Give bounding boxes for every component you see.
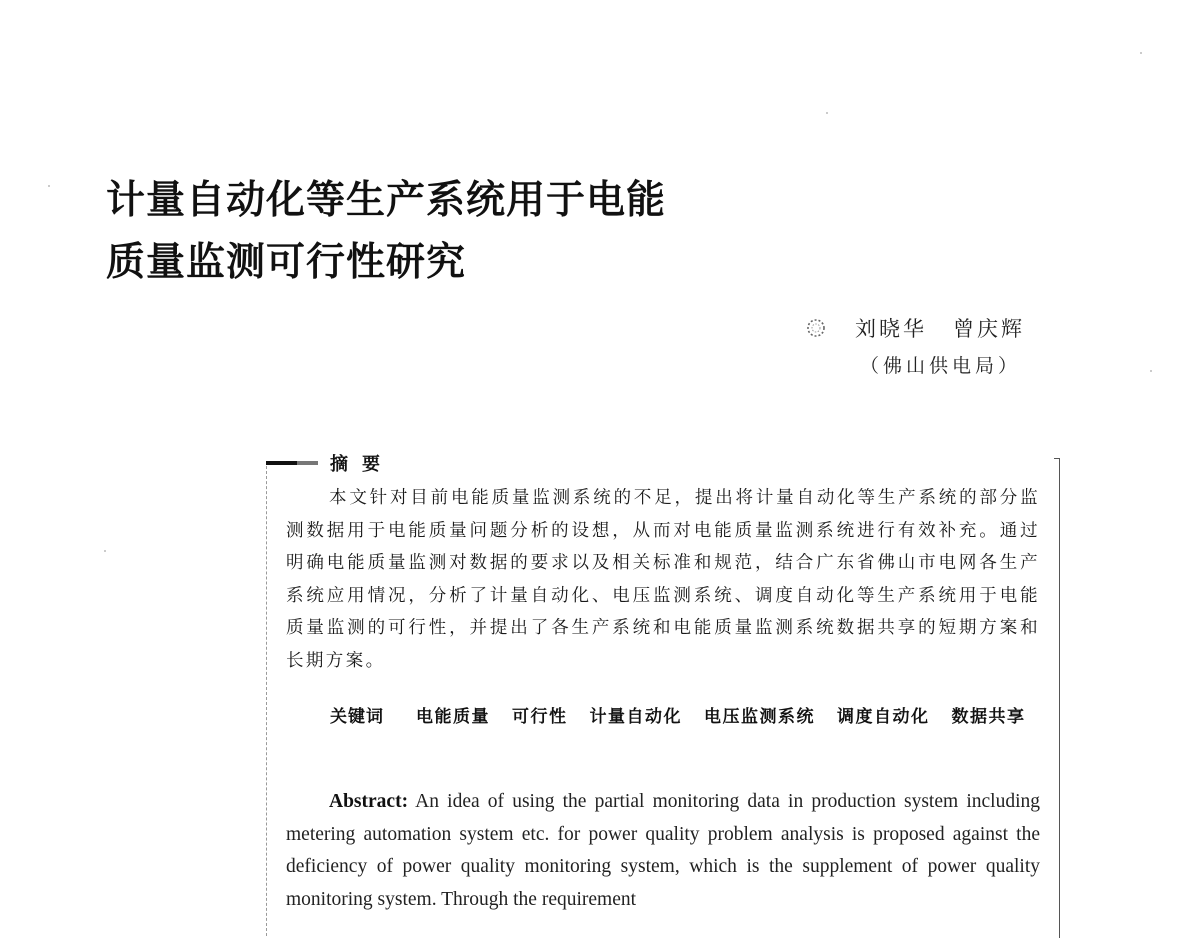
abstract-left-rule [266, 466, 267, 936]
keywords-block [330, 702, 1050, 733]
abstract-english-label: Abstract: [329, 791, 409, 812]
abstract-heading [266, 450, 394, 476]
scan-speck [1150, 370, 1152, 372]
scan-speck [104, 550, 106, 552]
author-affiliation: （佛山供电局） [860, 355, 1022, 377]
scan-speck [1140, 52, 1142, 54]
keyword: 计量自动化 [589, 707, 682, 727]
scan-speck [48, 185, 50, 187]
abstract-right-rule [1059, 458, 1060, 938]
keyword: 电压监测系统 [704, 707, 815, 727]
paper-title [106, 170, 826, 294]
abstract-right-tick [1054, 458, 1060, 459]
abstract-heading-label: 摘要 [330, 454, 394, 475]
keyword: 调度自动化 [837, 707, 930, 727]
abstract-english-text: An idea of using the partial monitoring data in production system including metering automation system etc. for power quality problem analysis is proposed against the deficiency of power quality monitoring system, which is the supplement of power quality monitoring system. Through the requirement [286, 791, 1040, 910]
abstract-english [286, 786, 1040, 916]
dotted-circle-ornament-icon [805, 317, 827, 339]
keywords-label: 关键词 [330, 707, 384, 727]
abstract-chinese-text: 本文针对目前电能质量监测系统的不足，提出将计量自动化等生产系统的部分监测数据用于电能质量问题分析的设想，从而对电能质量监测系统进行有效补充。通过明确电能质量监测对数据的要求以及相关标准和规范，结合广东省佛山市电网各生产系统应用情况，分析了计量自动化、电压监测系统、调度自动化等生产系统用于电能质量监测的可行性，并提出了各生产系统和电能质量监测系统数据共享的短期方案和长期方案。 [286, 488, 1040, 671]
author-names [805, 313, 1105, 343]
author-block [805, 313, 1105, 378]
paper-title-line-1: 计量自动化等生产系统用于电能 [106, 178, 667, 223]
heading-bar-icon [266, 461, 318, 465]
keyword: 电能质量 [416, 707, 490, 727]
author-name: 曾庆辉 [953, 317, 1025, 341]
keywords-list [416, 702, 1050, 733]
keyword: 数据共享 [951, 707, 1026, 727]
scan-speck [826, 112, 828, 114]
author-name: 刘晓华 [855, 317, 927, 341]
keyword: 可行性 [512, 707, 568, 727]
paper-title-line-2: 质量监测可行性研究 [106, 240, 467, 285]
